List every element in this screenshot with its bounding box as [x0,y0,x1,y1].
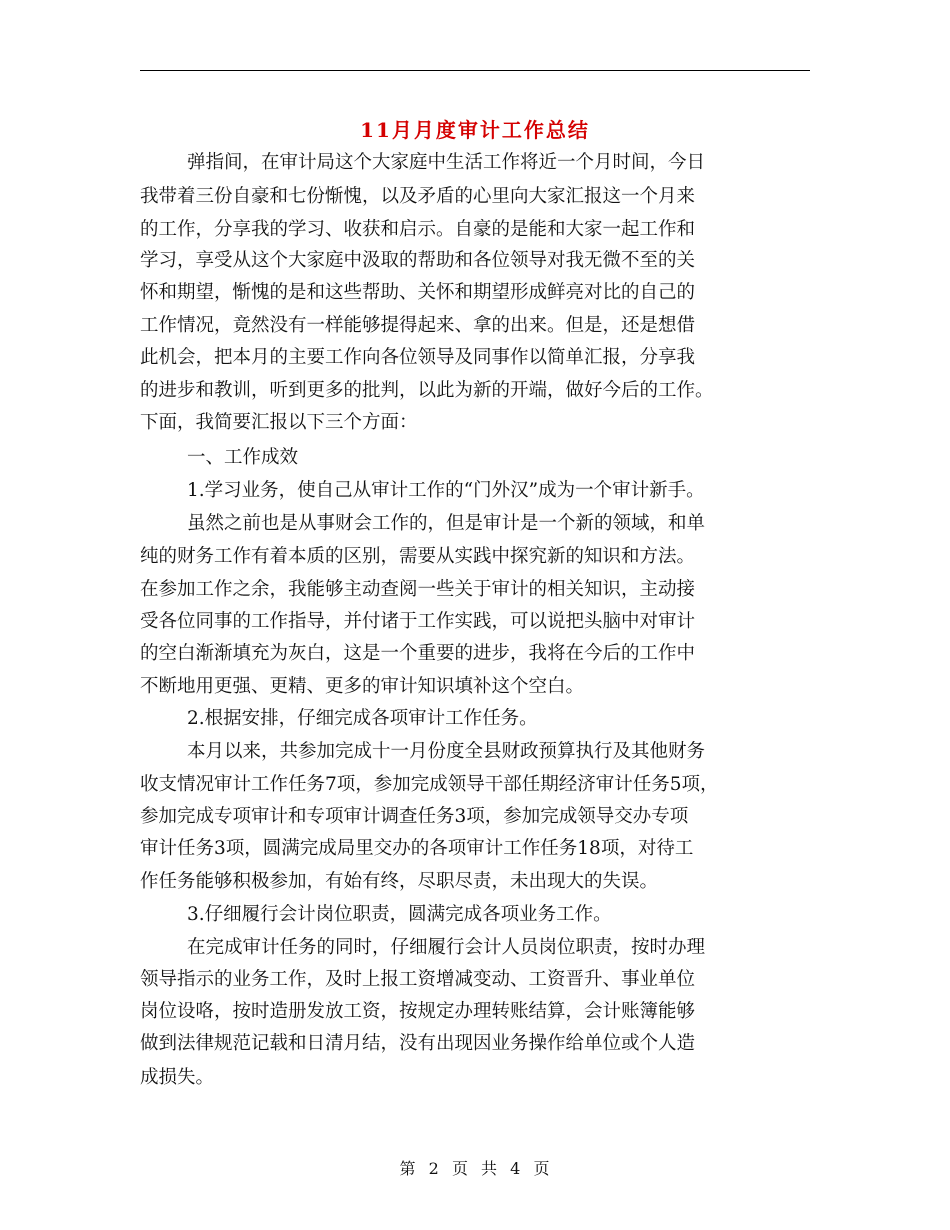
footer-page-label: 页 [451,1159,469,1178]
body-line: 审计任务3项，圆满完成局里交办的各项审计工作任务18项，对待工 [140,838,694,859]
body-line: 2.根据安排，仔细完成各项审计工作任务。 [187,708,538,729]
current-page-number: 2 [428,1159,440,1178]
body-line: 学习，享受从这个大家庭中汲取的帮助和各位领导对我无微不至的关 [140,250,696,271]
body-line: 虽然之前也是从事财会工作的，但是审计是一个新的领域，和单 [187,513,706,534]
body-line: 不断地用更强、更精、更多的审计知识填补这个空白。 [140,676,585,697]
body-line: 成损失。 [140,1067,215,1088]
body-line: 做到法律规范记载和日清月结，没有出现因业务操作给单位或个人造 [140,1033,696,1054]
body-line: 此机会，把本月的主要工作向各位领导及同事作以简单汇报，分享我 [140,347,696,368]
body-line: 纯的财务工作有着本质的区别，需要从实践中探究新的知识和方法。 [140,546,696,567]
total-pages-number: 4 [510,1159,522,1178]
document-title: 11月月度审计工作总结 [360,118,590,142]
footer-prefix: 第 [399,1159,417,1178]
body-line: 作任务能够积极参加，有始有终，尽职尽责，未出现大的失误。 [140,871,659,892]
body-line: 3.仔细履行会计岗位职责，圆满完成各项业务工作。 [187,904,612,925]
body-line: 在参加工作之余，我能够主动查阅一些关于审计的相关知识，主动接 [140,579,696,600]
body-line: 的空白渐渐填充为灰白，这是一个重要的进步，我将在今后的工作中 [140,643,696,664]
body-line: 本月以来，共参加完成十一月份度全县财政预算执行及其他财务 [187,741,706,762]
footer-total-label: 共 [481,1159,499,1178]
body-line: 怀和期望，惭愧的是和这些帮助、关怀和期望形成鲜亮对比的自己的 [140,282,696,303]
body-line: 岗位设咯，按时造册发放工资，按规定办理转账结算，会计账簿能够 [140,1001,696,1022]
body-line: 参加完成专项审计和专项审计调查任务3项，参加完成领导交办专项 [140,806,689,827]
body-line: 领导指示的业务工作，及时上报工资增减变动、工资晋升、事业单位 [140,969,696,990]
body-line: 1.学习业务，使自己从审计工作的“门外汉”成为一个审计新手。 [187,480,705,501]
body-line: 工作情况，竟然没有一样能够提得起来、拿的出来。但是，还是想借 [140,315,696,336]
page-footer [0,1156,950,1179]
body-line: 在完成审计任务的同时，仔细履行会计人员岗位职责，按时办理 [187,937,706,958]
body-line: 弹指间，在审计局这个大家庭中生活工作将近一个月时间，今日 [187,152,706,173]
body-line: 下面，我简要汇报以下三个方面： [140,412,418,433]
body-line: 收支情况审计工作任务7项，参加完成领导干部任期经济审计任务5项， [140,774,719,795]
body-line: 我带着三份自豪和七份惭愧，以及矛盾的心里向大家汇报这一个月来 [140,186,696,207]
body-line: 的工作，分享我的学习、收获和启示。自豪的是能和大家一起工作和 [140,219,696,240]
body-line: 受各位同事的工作指导，并付诸于工作实践，可以说把头脑中对审计 [140,611,696,632]
body-line: 一、工作成效 [187,447,299,468]
header-rule [140,70,810,71]
body-line: 的进步和教训，听到更多的批判，以此为新的开端，做好今后的工作。 [140,380,714,401]
footer-suffix: 页 [533,1159,551,1178]
